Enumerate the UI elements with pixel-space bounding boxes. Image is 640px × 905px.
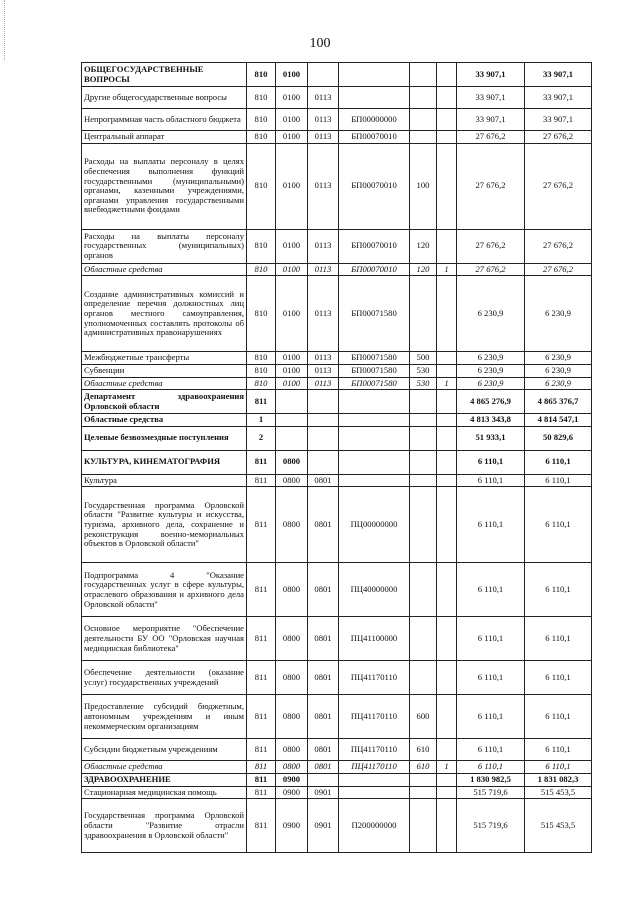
row-amount-1: 33 907,1 bbox=[457, 63, 525, 87]
table-row bbox=[82, 450, 592, 474]
page-number: 100 bbox=[309, 36, 331, 51]
row-source-code: 1 bbox=[437, 377, 457, 390]
row-expense-type bbox=[410, 450, 437, 474]
row-subsection-code: 0113 bbox=[308, 377, 339, 390]
row-name: ЗДРАВООХРАНЕНИЕ bbox=[82, 774, 247, 787]
row-subsection-code: 0801 bbox=[308, 661, 339, 695]
row-subsection-code bbox=[308, 414, 339, 427]
row-section-code bbox=[276, 426, 308, 450]
row-target-article bbox=[339, 390, 410, 414]
row-source-code bbox=[437, 487, 457, 563]
row-ved-code: 810 bbox=[247, 364, 276, 377]
row-section-code: 0100 bbox=[276, 63, 308, 87]
row-ved-code: 810 bbox=[247, 63, 276, 87]
row-section-code: 0100 bbox=[276, 143, 308, 229]
row-subsection-code: 0113 bbox=[308, 229, 339, 263]
row-section-code: 0800 bbox=[276, 661, 308, 695]
row-target-article: БП00071580 bbox=[339, 352, 410, 365]
row-name: Областные средства bbox=[82, 377, 247, 390]
row-subsection-code: 0901 bbox=[308, 786, 339, 799]
row-section-code: 0100 bbox=[276, 276, 308, 352]
row-subsection-code bbox=[308, 390, 339, 414]
row-source-code bbox=[437, 63, 457, 87]
row-amount-1: 515 719,6 bbox=[457, 799, 525, 853]
row-amount-1: 6 110,1 bbox=[457, 661, 525, 695]
row-source-code bbox=[437, 364, 457, 377]
row-amount-2: 515 453,5 bbox=[525, 786, 592, 799]
row-target-article bbox=[339, 63, 410, 87]
row-ved-code: 811 bbox=[247, 739, 276, 761]
row-expense-type: 500 bbox=[410, 352, 437, 365]
table-body bbox=[82, 63, 592, 853]
row-target-article: БП00071580 bbox=[339, 364, 410, 377]
row-name: Целевые безвозмездные поступления bbox=[82, 426, 247, 450]
row-expense-type bbox=[410, 799, 437, 853]
row-section-code: 0100 bbox=[276, 109, 308, 131]
row-source-code bbox=[437, 617, 457, 661]
table-row bbox=[82, 695, 592, 739]
row-target-article: ПЦ40000000 bbox=[339, 563, 410, 617]
row-name: Областные средства bbox=[82, 761, 247, 774]
row-ved-code: 811 bbox=[247, 774, 276, 787]
table-row bbox=[82, 229, 592, 263]
row-amount-1: 6 230,9 bbox=[457, 364, 525, 377]
row-ved-code: 811 bbox=[247, 450, 276, 474]
row-name: Создание административных комиссий и определение перечня должностных лиц органов местного самоуправления, уполномоченных составлять протоколы об административных правонарушениях bbox=[82, 276, 247, 352]
row-amount-2: 27 676,2 bbox=[525, 143, 592, 229]
row-expense-type: 610 bbox=[410, 739, 437, 761]
table-row bbox=[82, 487, 592, 563]
row-section-code: 0100 bbox=[276, 377, 308, 390]
row-section-code: 0800 bbox=[276, 450, 308, 474]
row-subsection-code bbox=[308, 426, 339, 450]
row-ved-code: 811 bbox=[247, 474, 276, 487]
row-target-article: БП00071580 bbox=[339, 377, 410, 390]
row-target-article bbox=[339, 414, 410, 427]
row-amount-1: 27 676,2 bbox=[457, 143, 525, 229]
row-amount-1: 4 865 276,9 bbox=[457, 390, 525, 414]
table-row bbox=[82, 799, 592, 853]
row-subsection-code: 0801 bbox=[308, 739, 339, 761]
row-section-code: 0100 bbox=[276, 229, 308, 263]
row-expense-type bbox=[410, 426, 437, 450]
row-ved-code: 811 bbox=[247, 786, 276, 799]
row-amount-1: 27 676,2 bbox=[457, 263, 525, 276]
row-section-code: 0800 bbox=[276, 474, 308, 487]
table-row bbox=[82, 563, 592, 617]
table-row bbox=[82, 786, 592, 799]
row-amount-2: 6 110,1 bbox=[525, 563, 592, 617]
row-amount-2: 6 110,1 bbox=[525, 739, 592, 761]
row-amount-1: 6 110,1 bbox=[457, 761, 525, 774]
row-ved-code: 810 bbox=[247, 263, 276, 276]
table-row bbox=[82, 617, 592, 661]
row-subsection-code: 0901 bbox=[308, 799, 339, 853]
row-expense-type bbox=[410, 786, 437, 799]
table-row bbox=[82, 774, 592, 787]
row-source-code bbox=[437, 786, 457, 799]
row-subsection-code: 0801 bbox=[308, 563, 339, 617]
row-name: Расходы на выплаты персоналу государственных (муниципальных) органов bbox=[82, 229, 247, 263]
row-ved-code: 1 bbox=[247, 414, 276, 427]
row-source-code bbox=[437, 352, 457, 365]
row-target-article: БП00071580 bbox=[339, 276, 410, 352]
row-ved-code: 2 bbox=[247, 426, 276, 450]
row-subsection-code: 0113 bbox=[308, 109, 339, 131]
row-section-code: 0800 bbox=[276, 761, 308, 774]
row-subsection-code bbox=[308, 450, 339, 474]
row-amount-2: 33 907,1 bbox=[525, 63, 592, 87]
table-row bbox=[82, 109, 592, 131]
row-ved-code: 811 bbox=[247, 661, 276, 695]
row-ved-code: 811 bbox=[247, 695, 276, 739]
row-source-code bbox=[437, 390, 457, 414]
row-source-code bbox=[437, 414, 457, 427]
row-subsection-code: 0801 bbox=[308, 487, 339, 563]
row-subsection-code: 0801 bbox=[308, 617, 339, 661]
row-name: Государственная программа Орловской области "Развитие культуры и искусства, туризма, архивного дела, сохранение и реконструкция военно-мемориальных объектов в Орловской области" bbox=[82, 487, 247, 563]
row-subsection-code bbox=[308, 774, 339, 787]
row-amount-1: 6 230,9 bbox=[457, 276, 525, 352]
row-subsection-code: 0113 bbox=[308, 276, 339, 352]
row-source-code bbox=[437, 109, 457, 131]
row-section-code: 0800 bbox=[276, 487, 308, 563]
row-ved-code: 811 bbox=[247, 617, 276, 661]
row-section-code: 0800 bbox=[276, 695, 308, 739]
row-source-code bbox=[437, 450, 457, 474]
row-target-article bbox=[339, 786, 410, 799]
row-expense-type bbox=[410, 487, 437, 563]
row-ved-code: 810 bbox=[247, 143, 276, 229]
row-target-article bbox=[339, 426, 410, 450]
row-ved-code: 810 bbox=[247, 229, 276, 263]
row-target-article bbox=[339, 450, 410, 474]
row-section-code: 0900 bbox=[276, 786, 308, 799]
row-source-code bbox=[437, 131, 457, 144]
row-target-article: П200000000 bbox=[339, 799, 410, 853]
row-ved-code: 810 bbox=[247, 352, 276, 365]
row-section-code: 0900 bbox=[276, 799, 308, 853]
row-amount-2: 6 230,9 bbox=[525, 352, 592, 365]
table-row bbox=[82, 131, 592, 144]
row-name: КУЛЬТУРА, КИНЕМАТОГРАФИЯ bbox=[82, 450, 247, 474]
table-row bbox=[82, 87, 592, 109]
row-name: Субвенции bbox=[82, 364, 247, 377]
row-section-code: 0100 bbox=[276, 364, 308, 377]
row-amount-2: 6 110,1 bbox=[525, 487, 592, 563]
row-target-article: БП00070010 bbox=[339, 143, 410, 229]
row-section-code: 0100 bbox=[276, 263, 308, 276]
row-amount-2: 6 110,1 bbox=[525, 695, 592, 739]
row-amount-1: 6 110,1 bbox=[457, 450, 525, 474]
row-target-article bbox=[339, 774, 410, 787]
row-expense-type bbox=[410, 617, 437, 661]
row-source-code bbox=[437, 474, 457, 487]
row-amount-2: 4 814 547,1 bbox=[525, 414, 592, 427]
row-subsection-code bbox=[308, 63, 339, 87]
row-source-code bbox=[437, 799, 457, 853]
row-name: Другие общегосударственные вопросы bbox=[82, 87, 247, 109]
row-amount-2: 6 110,1 bbox=[525, 761, 592, 774]
table-row bbox=[82, 661, 592, 695]
row-source-code bbox=[437, 143, 457, 229]
row-subsection-code: 0113 bbox=[308, 131, 339, 144]
row-amount-1: 515 719,6 bbox=[457, 786, 525, 799]
row-ved-code: 810 bbox=[247, 131, 276, 144]
row-expense-type bbox=[410, 661, 437, 695]
row-amount-1: 6 110,1 bbox=[457, 617, 525, 661]
row-source-code bbox=[437, 739, 457, 761]
row-amount-2: 33 907,1 bbox=[525, 109, 592, 131]
table-row bbox=[82, 414, 592, 427]
row-section-code: 0100 bbox=[276, 352, 308, 365]
row-amount-1: 33 907,1 bbox=[457, 87, 525, 109]
row-ved-code: 810 bbox=[247, 377, 276, 390]
row-expense-type: 530 bbox=[410, 377, 437, 390]
row-amount-1: 6 110,1 bbox=[457, 474, 525, 487]
row-section-code: 0800 bbox=[276, 617, 308, 661]
row-name: Департамент здравоохранения Орловской области bbox=[82, 390, 247, 414]
row-amount-1: 6 230,9 bbox=[457, 377, 525, 390]
row-name: Центральный аппарат bbox=[82, 131, 247, 144]
row-subsection-code: 0113 bbox=[308, 87, 339, 109]
row-subsection-code: 0113 bbox=[308, 364, 339, 377]
row-amount-1: 27 676,2 bbox=[457, 229, 525, 263]
row-ved-code: 810 bbox=[247, 109, 276, 131]
table-row bbox=[82, 474, 592, 487]
row-expense-type bbox=[410, 563, 437, 617]
row-ved-code: 811 bbox=[247, 761, 276, 774]
row-ved-code: 811 bbox=[247, 799, 276, 853]
row-expense-type: 120 bbox=[410, 263, 437, 276]
row-amount-1: 6 110,1 bbox=[457, 563, 525, 617]
row-amount-2: 6 110,1 bbox=[525, 450, 592, 474]
row-amount-2: 27 676,2 bbox=[525, 131, 592, 144]
row-amount-2: 27 676,2 bbox=[525, 263, 592, 276]
row-amount-2: 6 110,1 bbox=[525, 661, 592, 695]
row-amount-1: 6 230,9 bbox=[457, 352, 525, 365]
row-ved-code: 811 bbox=[247, 390, 276, 414]
row-name: Обеспечение деятельности (оказание услуг) государственных учреждений bbox=[82, 661, 247, 695]
row-source-code bbox=[437, 695, 457, 739]
row-section-code: 0100 bbox=[276, 131, 308, 144]
row-target-article: ПЦ41100000 bbox=[339, 617, 410, 661]
row-amount-2: 50 829,6 bbox=[525, 426, 592, 450]
row-target-article bbox=[339, 474, 410, 487]
row-amount-2: 6 230,9 bbox=[525, 364, 592, 377]
row-expense-type bbox=[410, 276, 437, 352]
row-source-code bbox=[437, 563, 457, 617]
row-section-code: 0900 bbox=[276, 774, 308, 787]
row-name: Межбюджетные трансферты bbox=[82, 352, 247, 365]
row-section-code bbox=[276, 390, 308, 414]
row-expense-type bbox=[410, 414, 437, 427]
table-row bbox=[82, 63, 592, 87]
table-row bbox=[82, 390, 592, 414]
row-target-article: ПЦ41170110 bbox=[339, 661, 410, 695]
row-amount-2: 4 865 376,7 bbox=[525, 390, 592, 414]
row-amount-2: 1 831 082,3 bbox=[525, 774, 592, 787]
row-subsection-code: 0801 bbox=[308, 761, 339, 774]
row-source-code: 1 bbox=[437, 263, 457, 276]
row-amount-1: 4 813 343,8 bbox=[457, 414, 525, 427]
row-amount-2: 6 230,9 bbox=[525, 377, 592, 390]
row-source-code: 1 bbox=[437, 761, 457, 774]
row-section-code: 0800 bbox=[276, 563, 308, 617]
row-name: Подпрограмма 4 "Оказание государственных услуг в сфере культуры, отраслевого образования и архивного дела Орловской области" bbox=[82, 563, 247, 617]
row-subsection-code: 0801 bbox=[308, 474, 339, 487]
row-target-article: БП00070010 bbox=[339, 131, 410, 144]
row-amount-1: 6 110,1 bbox=[457, 695, 525, 739]
row-amount-2: 33 907,1 bbox=[525, 87, 592, 109]
row-section-code: 0100 bbox=[276, 87, 308, 109]
row-expense-type: 120 bbox=[410, 229, 437, 263]
row-name: Культура bbox=[82, 474, 247, 487]
row-target-article: ПЦ41170110 bbox=[339, 739, 410, 761]
row-ved-code: 810 bbox=[247, 87, 276, 109]
row-expense-type: 100 bbox=[410, 143, 437, 229]
row-section-code: 0800 bbox=[276, 739, 308, 761]
row-ved-code: 811 bbox=[247, 487, 276, 563]
row-expense-type: 600 bbox=[410, 695, 437, 739]
row-source-code bbox=[437, 426, 457, 450]
row-source-code bbox=[437, 87, 457, 109]
row-amount-1: 33 907,1 bbox=[457, 109, 525, 131]
table-row bbox=[82, 426, 592, 450]
row-target-article: ПЦ00000000 bbox=[339, 487, 410, 563]
row-section-code bbox=[276, 414, 308, 427]
row-subsection-code: 0113 bbox=[308, 143, 339, 229]
row-expense-type bbox=[410, 87, 437, 109]
row-ved-code: 810 bbox=[247, 276, 276, 352]
row-target-article: ПЦ41170110 bbox=[339, 761, 410, 774]
row-name: Расходы на выплаты персоналу в целях обеспечения выполнения функций государственными (муниципальными) органами, казенными учреждениями, органами управления государственными внебюджетными фондами bbox=[82, 143, 247, 229]
row-expense-type bbox=[410, 390, 437, 414]
row-target-article: БП00070010 bbox=[339, 263, 410, 276]
row-target-article: БП00070010 bbox=[339, 229, 410, 263]
row-amount-2: 27 676,2 bbox=[525, 229, 592, 263]
row-expense-type bbox=[410, 131, 437, 144]
row-target-article: ПЦ41170110 bbox=[339, 695, 410, 739]
row-subsection-code: 0801 bbox=[308, 695, 339, 739]
row-source-code bbox=[437, 229, 457, 263]
row-ved-code: 811 bbox=[247, 563, 276, 617]
row-expense-type bbox=[410, 109, 437, 131]
row-name: Государственная программа Орловской области "Развитие отрасли здравоохранения в Орловской области" bbox=[82, 799, 247, 853]
row-name: ОБЩЕГОСУДАРСТВЕННЫЕ ВОПРОСЫ bbox=[82, 63, 247, 87]
budget-table bbox=[81, 62, 592, 853]
table-row bbox=[82, 739, 592, 761]
row-expense-type bbox=[410, 63, 437, 87]
row-amount-1: 51 933,1 bbox=[457, 426, 525, 450]
row-subsection-code: 0113 bbox=[308, 263, 339, 276]
row-source-code bbox=[437, 774, 457, 787]
row-amount-2: 515 453,5 bbox=[525, 799, 592, 853]
row-name: Областные средства bbox=[82, 263, 247, 276]
row-name: Областные средства bbox=[82, 414, 247, 427]
row-source-code bbox=[437, 276, 457, 352]
row-expense-type: 610 bbox=[410, 761, 437, 774]
row-name: Стационарная медицинская помощь bbox=[82, 786, 247, 799]
table-row bbox=[82, 364, 592, 377]
table-row bbox=[82, 276, 592, 352]
row-name: Предоставление субсидий бюджетным, автономным учреждениям и иным некоммерческим организациям bbox=[82, 695, 247, 739]
row-subsection-code: 0113 bbox=[308, 352, 339, 365]
row-amount-1: 6 110,1 bbox=[457, 739, 525, 761]
row-expense-type: 530 bbox=[410, 364, 437, 377]
row-name: Субсидии бюджетным учреждениям bbox=[82, 739, 247, 761]
row-source-code bbox=[437, 661, 457, 695]
table-row bbox=[82, 352, 592, 365]
table-row bbox=[82, 143, 592, 229]
row-amount-1: 6 110,1 bbox=[457, 487, 525, 563]
row-name: Основное мероприятие "Обеспечение деятельности БУ ОО "Орловская научная медицинская библиотека" bbox=[82, 617, 247, 661]
row-amount-2: 6 110,1 bbox=[525, 474, 592, 487]
table-row bbox=[82, 761, 592, 774]
row-name: Непрограммная часть областного бюджета bbox=[82, 109, 247, 131]
row-amount-1: 1 830 982,5 bbox=[457, 774, 525, 787]
row-amount-2: 6 110,1 bbox=[525, 617, 592, 661]
row-target-article bbox=[339, 87, 410, 109]
row-amount-1: 27 676,2 bbox=[457, 131, 525, 144]
row-expense-type bbox=[410, 474, 437, 487]
table-row bbox=[82, 263, 592, 276]
row-target-article: БП00000000 bbox=[339, 109, 410, 131]
row-expense-type bbox=[410, 774, 437, 787]
row-amount-2: 6 230,9 bbox=[525, 276, 592, 352]
table-row bbox=[82, 377, 592, 390]
